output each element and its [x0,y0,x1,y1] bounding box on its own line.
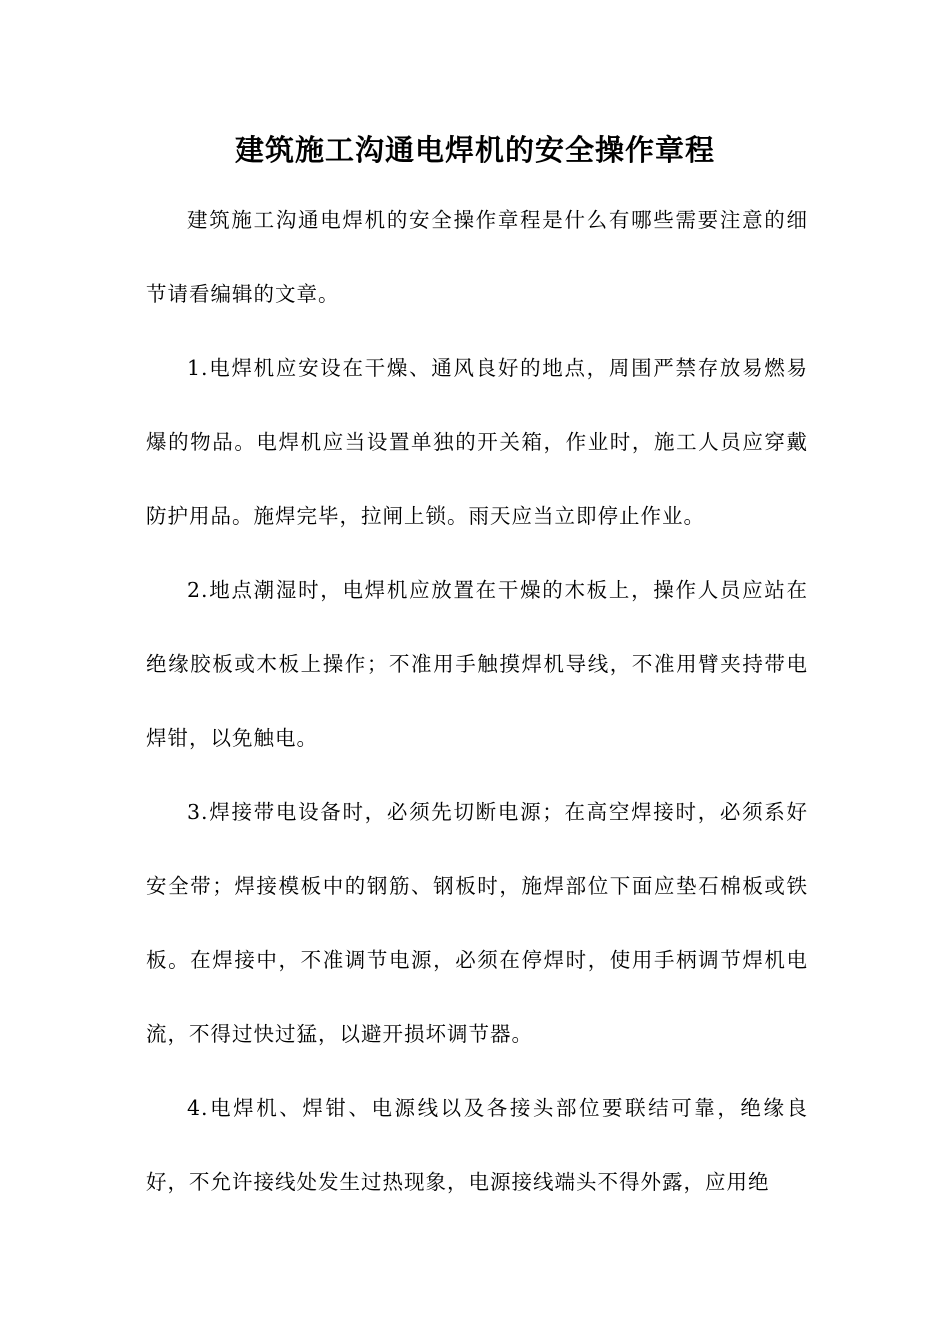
paragraph-item-4: 4.电焊机、焊钳、电源线以及各接头部位要联结可靠，绝缘良好，不允许接线处发生过热现象，电源接线端头不得外露，应用绝 [146,1096,808,1194]
paragraph-intro: 建筑施工沟通电焊机的安全操作章程是什么有哪些需要注意的细节请看编辑的文章。 [146,208,808,306]
paragraph-item-1: 1.电焊机应安设在干燥、通风良好的地点，周围严禁存放易燃易爆的物品。电焊机应当设置单独的开关箱，作业时，施工人员应穿戴防护用品。施焊完毕，拉闸上锁。雨天应当立即停止作业。 [146,356,808,528]
document-title: 建筑施工沟通电焊机的安全操作章程 [234,133,715,167]
document-body [146,183,808,1219]
paragraph-item-3: 3.焊接带电设备时，必须先切断电源；在高空焊接时，必须系好安全带；焊接模板中的钢筋、钢板时，施焊部位下面应垫石棉板或铁板。在焊接中，不准调节电源，必须在停焊时，使用手柄调节焊机电流，不得过快过猛，以避开损坏调节器。 [146,800,808,1046]
paragraph-item-2: 2.地点潮湿时，电焊机应放置在干燥的木板上，操作人员应站在绝缘胶板或木板上操作；不准用手触摸焊机导线，不准用臂夹持带电焊钳，以免触电。 [146,578,808,750]
